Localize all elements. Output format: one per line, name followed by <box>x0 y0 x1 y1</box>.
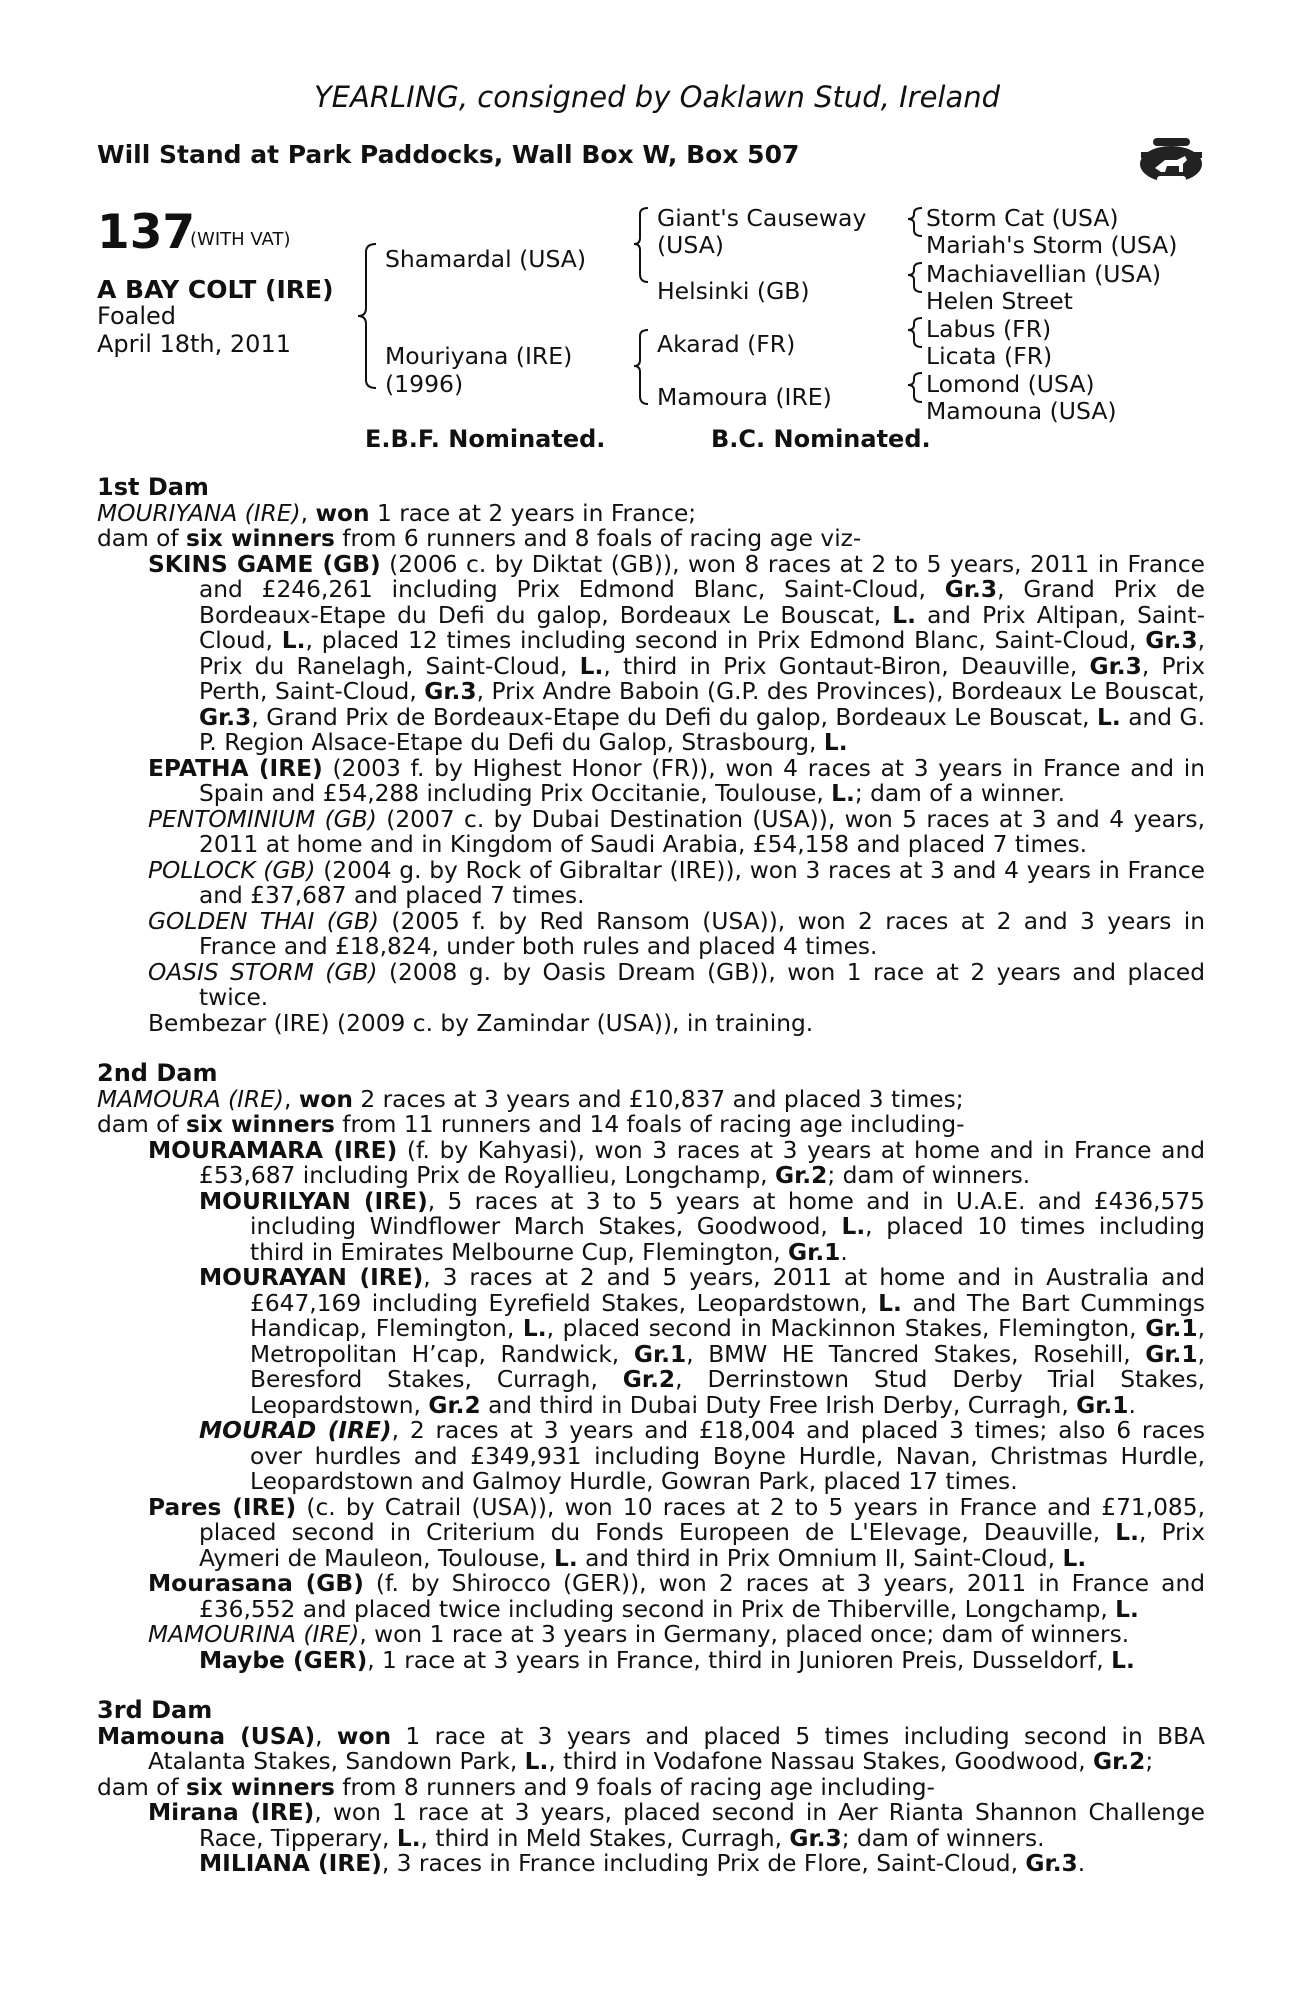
catalogue-body <box>97 475 1205 1877</box>
produce-mourasana: Mourasana (GB) (f. by Shirocco (GER)), won 2 races at 3 years, 2011 in France and £36,552 and placed twice including second in Prix de Thiberville, Longchamp, L. <box>148 1570 1205 1623</box>
foaled-date: April 18th, 2011 <box>97 330 291 358</box>
lot-number: 137 <box>97 205 196 260</box>
first-dam-produce-summary: dam of six winners from 6 runners and 8 foals of racing age viz- <box>97 525 862 552</box>
produce-mourayan: MOURAYAN (IRE), 3 races at 2 and 5 years, 2011 at home and in Australia and £647,169 including Eyrefield Stakes, Leopardstown, L. and The Bart Cummings Handicap, Flemington, L., placed second in Mackinnon Stakes, Flemington, Gr.1, Metropolitan H’cap, Randwick, Gr.1, BMW HE Tancred Stakes, Rosehill, Gr.1, Beresford Stakes, Curragh, Gr.2, Derrinstown Stud Derby Trial Stakes, Leopardstown, Gr.2 and third in Dubai Duty Free Irish Derby, Curragh, Gr.1. <box>199 1264 1206 1419</box>
vat-label: (WITH VAT) <box>190 229 291 250</box>
page-title: YEARLING, consigned by Oaklawn Stud, Ireland <box>313 80 1001 114</box>
pedigree-dss: Labus (FR) <box>926 315 1052 343</box>
second-dam-record: MAMOURA (IRE), won 2 races at 3 years and £10,837 and placed 3 times; <box>97 1085 964 1113</box>
produce-mourad: MOURAD (IRE), 2 races at 3 years and £18,004 and placed 3 times; also 6 races over hurdles and £349,931 including Boyne Hurdle, Navan, Christmas Hurdle, Leopardstown and Galmoy Hurdle, Gowran Park, placed 17 times. <box>199 1417 1206 1495</box>
third-dam-record: Mamouna (USA), won 1 race at 3 years and placed 5 times including second in BBA Atalanta Stakes, Sandown Park, L., third in Vodafone Nassau Stakes, Goodwood, Gr.2; <box>97 1722 1205 1775</box>
produce-mouramara: MOURAMARA (IRE) (f. by Kahyasi), won 3 races at 3 years at home and in France and £53,687 including Prix de Royallieu, Longchamp, Gr.2; dam of winners. <box>148 1136 1206 1189</box>
pedigree-sdd: Helen Street <box>926 287 1073 315</box>
produce-epatha: EPATHA (IRE) (2003 f. by Highest Honor (FR)), won 4 races at 3 years in France and in Spain and £54,288 including Prix Occitanie, Toulouse, L.; dam of a winner. <box>148 754 1205 807</box>
foaled-label: Foaled <box>97 302 177 330</box>
pedigree-sire: Shamardal (USA) <box>385 245 587 273</box>
pedigree-dam: Mouriyana (IRE) <box>385 342 573 370</box>
second-dam-produce-summary: dam of six winners from 11 runners and 14 foals of racing age including- <box>97 1111 965 1138</box>
pedigree-dam-year: (1996) <box>385 370 464 398</box>
produce-maybe: Maybe (GER), 1 race at 3 years in France, third in Junioren Preis, Dusseldorf, L. <box>199 1646 1135 1674</box>
lot-name: A BAY COLT (IRE) <box>97 275 334 304</box>
produce-miliana: MILIANA (IRE), 3 races in France including Prix de Flore, Saint-Cloud, Gr.3. <box>199 1850 1086 1877</box>
pedigree-sds: Machiavellian (USA) <box>926 260 1162 288</box>
produce-skins-game: SKINS GAME (GB) (2006 c. by Diktat (GB)), won 8 races at 2 to 5 years, 2011 in France and £246,261 including Prix Edmond Blanc, Saint-Cloud, Gr.3, Grand Prix de Bordeaux-Etape du Defi du galop, Bordeaux Le Bouscat, L. and Prix Altipan, Saint-Cloud, L., placed 12 times including second in Prix Edmond Blanc, Saint-Cloud, Gr.3, Prix du Ranelagh, Saint-Cloud, L., third in Prix Gontaut-Biron, Deauville, Gr.3, Prix Perth, Saint-Cloud, Gr.3, Prix Andre Baboin (G.P. des Provinces), Bordeaux Le Bouscat, Gr.3, Grand Prix de Bordeaux-Etape du Defi du galop, Bordeaux Le Bouscat, L. and G. P. Region Alsace-Etape du Defi du Galop, Strasbourg, L. <box>148 550 1205 756</box>
third-dam-produce-summary: dam of six winners from 8 runners and 9 foals of racing age including- <box>97 1773 935 1801</box>
pedigree-dam-sire: Akarad (FR) <box>657 330 796 358</box>
produce-mirana: Mirana (IRE), won 1 race at 3 years, placed second in Aer Rianta Shannon Challenge Race, Tipperary, L., third in Meld Stakes, Curragh, Gr.3; dam of winners. <box>148 1799 1205 1852</box>
pedigree-sss: Storm Cat (USA) <box>926 204 1119 232</box>
pedigree-dam-dam: Mamoura (IRE) <box>657 383 832 411</box>
produce-mourilyan: MOURILYAN (IRE), 5 races at 3 to 5 years at home and in U.A.E. and £436,575 including Windflower March Stakes, Goodwood, L., placed 10 times including third in Emirates Melbourne Cup, Flemington, Gr.1. <box>199 1187 1206 1266</box>
ebf-nominated: E.B.F. Nominated. <box>365 425 606 453</box>
third-dam-heading: 3rd Dam <box>97 1696 213 1724</box>
produce-mamourina: MAMOURINA (IRE), won 1 race at 3 years in Germany, placed once; dam of winners. <box>148 1621 1130 1648</box>
produce-pollock: POLLOCK (GB) (2004 g. by Rock of Gibraltar (IRE)), won 3 races at 3 and 4 years in France and £37,687 and placed 7 times. <box>148 856 1205 909</box>
pedigree-dds: Lomond (USA) <box>926 370 1095 398</box>
produce-pares: Pares (IRE) (c. by Catrail (USA)), won 10 races at 2 to 5 years in France and £71,085, placed second in Criterium du Fonds Europeen de L'Elevage, Deauville, L., Prix Aymeri de Mauleon, Toulouse, L. and third in Prix Omnium II, Saint-Cloud, L. <box>148 1493 1206 1572</box>
pedigree-ssd: Mariah's Storm (USA) <box>926 231 1178 259</box>
pedigree-sire-sire-country: (USA) <box>657 231 724 259</box>
first-dam-record: MOURIYANA (IRE), won 1 race at 2 years in France; <box>97 499 697 527</box>
produce-bembezar: Bembezar (IRE) (2009 c. by Zamindar (USA)), in training. <box>148 1009 814 1037</box>
produce-golden-thai: GOLDEN THAI (GB) (2005 f. by Red Ransom (USA)), won 2 races at 2 and 3 years in France and £18,824, under both rules and placed 4 times. <box>148 907 1205 960</box>
second-dam-heading: 2nd Dam <box>97 1059 218 1087</box>
produce-pentominium: PENTOMINIUM (GB) (2007 c. by Dubai Destination (USA)), won 5 races at 3 and 4 years, 2011 at home and in Kingdom of Saudi Arabia, £54,158 and placed 7 times. <box>148 805 1205 858</box>
pedigree-sire-dam: Helsinki (GB) <box>657 277 810 305</box>
first-dam-heading: 1st Dam <box>97 473 209 501</box>
produce-oasis-storm: OASIS STORM (GB) (2008 g. by Oasis Dream (GB)), won 1 race at 2 years and placed twice. <box>148 958 1205 1011</box>
pedigree-ddd: Mamouna (USA) <box>926 397 1117 425</box>
pedigree-sire-sire: Giant's Causeway <box>657 204 867 232</box>
stand-location: Will Stand at Park Paddocks, Wall Box W, Box 507 <box>97 140 800 169</box>
pedigree-dsd: Licata (FR) <box>926 342 1053 370</box>
bc-nominated: B.C. Nominated. <box>711 425 931 453</box>
